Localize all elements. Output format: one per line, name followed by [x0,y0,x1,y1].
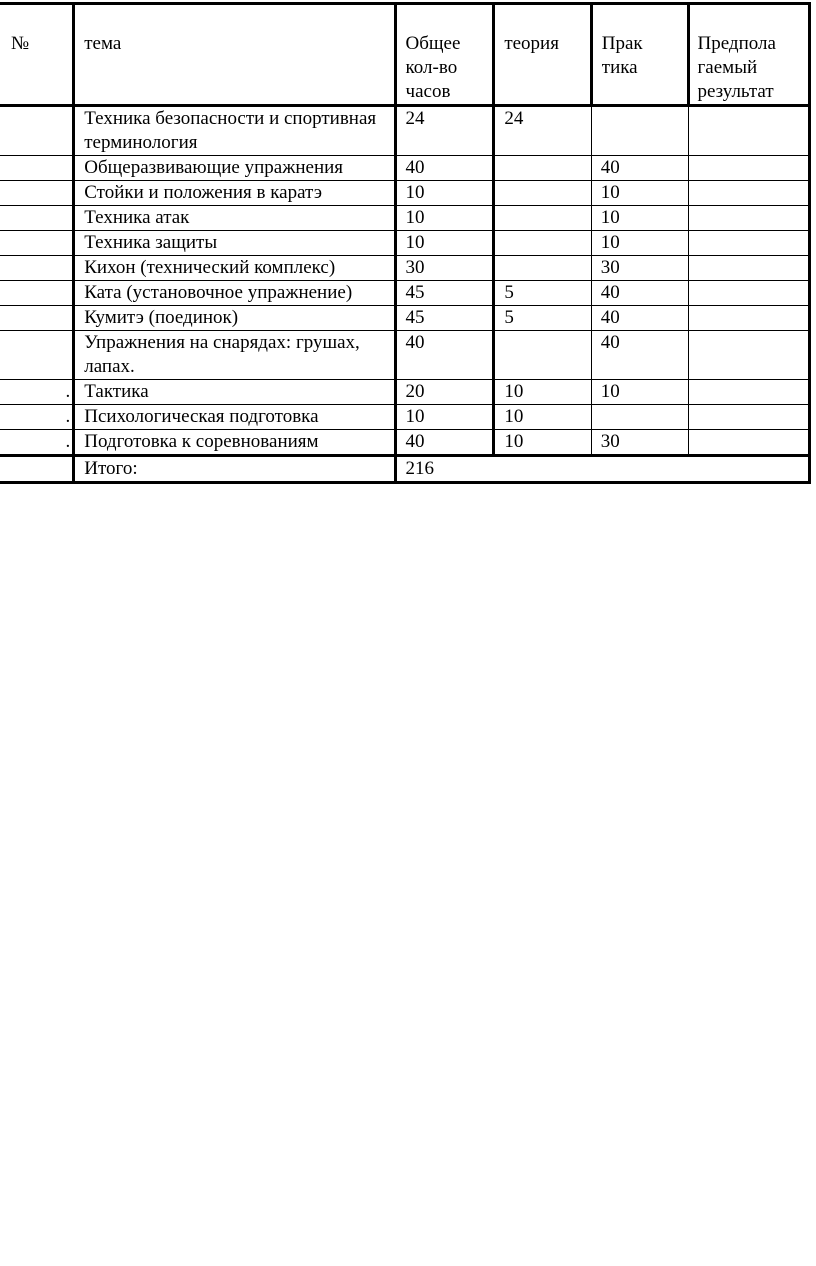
cell-theory: 10 [494,380,591,405]
cell-theory [494,331,591,380]
header-theory: теория [494,4,591,106]
cell-result [688,206,809,231]
cell-topic: Техника безопасности и спортивная терминология [74,106,395,156]
lesson-plan-table [0,2,811,484]
cell-topic: Общеразвивающие упражнения [74,156,395,181]
table-row [0,256,810,281]
cell-theory: 10 [494,430,591,456]
cell-num [0,456,74,483]
cell-practice: 40 [591,331,688,380]
cell-num [0,281,74,306]
cell-total-hours: 24 [395,106,494,156]
table-row [0,331,810,380]
cell-practice: 30 [591,430,688,456]
cell-total-hours: 45 [395,306,494,331]
cell-theory: 10 [494,405,591,430]
cell-num [0,231,74,256]
table-row [0,181,810,206]
cell-result [688,430,809,456]
cell-total-hours: 40 [395,331,494,380]
cell-theory [494,206,591,231]
cell-result [688,380,809,405]
cell-result [688,181,809,206]
cell-num [0,181,74,206]
cell-num [0,206,74,231]
cell-theory [494,156,591,181]
header-expected-result: Предпола гаемый результат [688,4,809,106]
table-row [0,156,810,181]
table-row [0,306,810,331]
table-row [0,430,810,456]
cell-topic: Кихон (технический комплекс) [74,256,395,281]
cell-num: . [0,380,74,405]
cell-total-hours: 10 [395,181,494,206]
cell-result [688,156,809,181]
cell-result [688,231,809,256]
cell-practice: 10 [591,206,688,231]
cell-practice: 30 [591,256,688,281]
table-row [0,106,810,156]
cell-num: . [0,405,74,430]
header-total-hours: Общее кол-во часов [395,4,494,106]
table-row [0,231,810,256]
cell-total-hours: 10 [395,405,494,430]
total-hours-value: 216 [395,456,809,483]
cell-theory [494,231,591,256]
cell-practice: 10 [591,181,688,206]
table-row [0,405,810,430]
cell-num: . [0,430,74,456]
cell-theory: 24 [494,106,591,156]
cell-result [688,405,809,430]
table-header-row [0,4,810,106]
cell-total-hours: 30 [395,256,494,281]
cell-num [0,256,74,281]
cell-topic: Ката (установочное упражнение) [74,281,395,306]
cell-result [688,306,809,331]
cell-topic: Техника атак [74,206,395,231]
cell-topic: Подготовка к соревнованиям [74,430,395,456]
cell-num [0,306,74,331]
table-row [0,380,810,405]
cell-topic: Тактика [74,380,395,405]
cell-topic: Упражнения на снарядах: грушах, лапах. [74,331,395,380]
cell-topic: Психологическая подготовка [74,405,395,430]
cell-num [0,156,74,181]
cell-total-hours: 40 [395,430,494,456]
cell-total-hours: 20 [395,380,494,405]
cell-topic: Техника защиты [74,231,395,256]
cell-practice: 40 [591,156,688,181]
header-practice: Прак тика [591,4,688,106]
cell-result [688,331,809,380]
cell-total-hours: 45 [395,281,494,306]
cell-practice [591,106,688,156]
cell-num [0,106,74,156]
cell-theory [494,256,591,281]
cell-result [688,281,809,306]
cell-practice: 40 [591,306,688,331]
cell-practice: 10 [591,231,688,256]
cell-total-hours: 10 [395,231,494,256]
cell-theory: 5 [494,281,591,306]
table-row [0,206,810,231]
cell-topic: Кумитэ (поединок) [74,306,395,331]
header-num: № [0,4,74,106]
cell-result [688,106,809,156]
cell-practice: 10 [591,380,688,405]
total-label: Итого: [74,456,395,483]
table-row [0,281,810,306]
header-topic: тема [74,4,395,106]
cell-theory [494,181,591,206]
cell-topic: Стойки и положения в каратэ [74,181,395,206]
cell-practice: 40 [591,281,688,306]
cell-theory: 5 [494,306,591,331]
cell-total-hours: 10 [395,206,494,231]
cell-total-hours: 40 [395,156,494,181]
cell-practice [591,405,688,430]
cell-result [688,256,809,281]
table-total-row [0,456,810,483]
cell-num [0,331,74,380]
